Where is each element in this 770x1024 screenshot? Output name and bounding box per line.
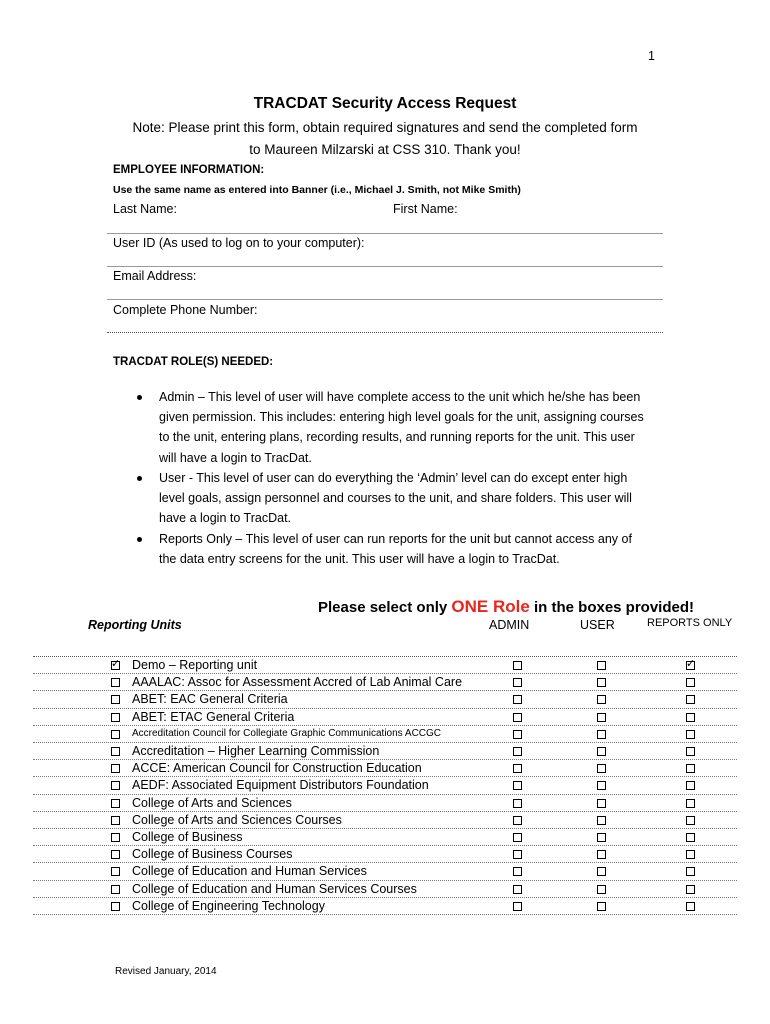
unit-checkbox[interactable] bbox=[111, 781, 120, 790]
user-checkbox[interactable] bbox=[597, 661, 606, 670]
table-row bbox=[0, 726, 770, 743]
unit-label: Accreditation Council for Collegiate Graphic Communications ACCGC bbox=[132, 727, 442, 739]
unit-label: Demo – Reporting unit bbox=[132, 658, 258, 672]
admin-checkbox[interactable] bbox=[513, 730, 522, 739]
unit-label: ACCE: American Council for Construction Education bbox=[132, 761, 422, 776]
table-row bbox=[0, 777, 770, 794]
table-row bbox=[0, 709, 770, 726]
reports-only-checkbox[interactable] bbox=[686, 799, 695, 808]
last-name-label: Last Name: bbox=[113, 202, 177, 216]
bullet-icon bbox=[137, 395, 142, 400]
user-checkbox[interactable] bbox=[597, 678, 606, 687]
admin-checkbox[interactable] bbox=[513, 816, 522, 825]
admin-checkbox[interactable] bbox=[513, 713, 522, 722]
unit-checkbox[interactable] bbox=[111, 885, 120, 894]
reports-only-checkbox[interactable] bbox=[686, 730, 695, 739]
admin-line: Admin – This level of user will have complete access to the unit which he/she has been bbox=[159, 390, 641, 404]
admin-checkbox[interactable] bbox=[513, 764, 522, 773]
table-row bbox=[0, 795, 770, 812]
reports-only-checkbox[interactable] bbox=[686, 678, 695, 687]
name-field-line[interactable] bbox=[107, 233, 663, 234]
admin-line: given permission. This includes: entering high level goals for the unit, assigning courses bbox=[159, 410, 644, 425]
table-row bbox=[0, 881, 770, 898]
reports-only-checkbox[interactable] bbox=[686, 747, 695, 756]
phone-field-line[interactable] bbox=[107, 332, 663, 333]
unit-label: ABET: ETAC General Criteria bbox=[132, 709, 295, 724]
reports-only-checkbox[interactable] bbox=[686, 833, 695, 842]
select-one-role-instruction bbox=[318, 597, 694, 617]
user-checkbox[interactable] bbox=[597, 695, 606, 704]
reports-only-checkbox[interactable] bbox=[686, 713, 695, 722]
reports-only-checkbox[interactable] bbox=[686, 781, 695, 790]
unit-label: College of Business Courses bbox=[132, 847, 293, 862]
admin-checkbox[interactable] bbox=[513, 661, 522, 670]
table-row bbox=[0, 812, 770, 829]
phone-label: Complete Phone Number: bbox=[113, 303, 258, 317]
user-checkbox[interactable] bbox=[597, 816, 606, 825]
unit-checkbox[interactable] bbox=[111, 850, 120, 859]
unit-checkbox[interactable] bbox=[111, 799, 120, 808]
unit-checkbox[interactable] bbox=[111, 661, 120, 670]
roles-heading: TRACDAT ROLE(S) NEEDED: bbox=[113, 356, 274, 368]
employee-info-heading: EMPLOYEE INFORMATION: bbox=[113, 164, 265, 176]
user-id-field-line[interactable] bbox=[107, 266, 663, 267]
user-checkbox[interactable] bbox=[597, 713, 606, 722]
unit-label: College of Business bbox=[132, 830, 243, 844]
reports-only-checkbox[interactable] bbox=[686, 902, 695, 911]
admin-column-header: ADMIN bbox=[489, 618, 530, 632]
unit-checkbox[interactable] bbox=[111, 747, 120, 756]
user-checkbox[interactable] bbox=[597, 799, 606, 808]
page-number: 1 bbox=[648, 49, 655, 63]
unit-checkbox[interactable] bbox=[111, 713, 120, 722]
admin-checkbox[interactable] bbox=[513, 850, 522, 859]
reports-only-checkbox[interactable] bbox=[686, 885, 695, 894]
select-prefix: Please select only bbox=[318, 599, 452, 616]
table-row bbox=[0, 674, 770, 691]
table-row bbox=[0, 743, 770, 760]
select-emphasis: ONE Role bbox=[451, 597, 530, 616]
unit-label: ABET: EAC General Criteria bbox=[132, 692, 288, 707]
user-checkbox[interactable] bbox=[597, 885, 606, 894]
admin-line: to the unit, entering plans, recording results, and running reports for the unit. This user bbox=[159, 430, 635, 445]
reports-only-text: REPORTS ONLY bbox=[647, 617, 733, 629]
reports-role-description bbox=[159, 529, 632, 569]
table-row bbox=[0, 846, 770, 863]
unit-checkbox[interactable] bbox=[111, 695, 120, 704]
reports-only-checkbox[interactable] bbox=[686, 695, 695, 704]
user-checkbox[interactable] bbox=[597, 747, 606, 756]
row-divider bbox=[33, 914, 737, 915]
admin-checkbox[interactable] bbox=[513, 695, 522, 704]
unit-checkbox[interactable] bbox=[111, 816, 120, 825]
admin-checkbox[interactable] bbox=[513, 747, 522, 756]
first-name-label: First Name: bbox=[393, 202, 458, 216]
admin-checkbox[interactable] bbox=[513, 799, 522, 808]
table-row bbox=[0, 691, 770, 708]
email-label: Email Address: bbox=[113, 269, 197, 283]
revision-footer: Revised January, 2014 bbox=[115, 966, 217, 977]
unit-label: College of Engineering Technology bbox=[132, 898, 325, 913]
unit-checkbox[interactable] bbox=[111, 678, 120, 687]
note-line-1: Note: Please print this form, obtain required signatures and send the completed form bbox=[132, 120, 638, 135]
unit-checkbox[interactable] bbox=[111, 833, 120, 842]
reports-only-checkbox[interactable] bbox=[686, 816, 695, 825]
user-checkbox[interactable] bbox=[597, 867, 606, 876]
user-checkbox[interactable] bbox=[597, 730, 606, 739]
user-column-header: USER bbox=[580, 618, 615, 632]
admin-role-description bbox=[159, 387, 644, 468]
unit-label: College of Education and Human Services bbox=[132, 864, 367, 879]
user-line: level goals, assign personnel and courses to the unit, and share folders. This user will bbox=[159, 491, 632, 506]
reports-only-checkbox[interactable] bbox=[686, 850, 695, 859]
reports-line: Reports Only – This level of user can run reports for the unit but cannot access any of bbox=[159, 532, 632, 546]
admin-checkbox[interactable] bbox=[513, 885, 522, 894]
admin-checkbox[interactable] bbox=[513, 678, 522, 687]
user-id-label: User ID (As used to log on to your computer): bbox=[113, 236, 365, 250]
table-row bbox=[0, 657, 770, 674]
table-row bbox=[0, 863, 770, 880]
user-role-description bbox=[159, 468, 632, 529]
admin-checkbox[interactable] bbox=[513, 867, 522, 876]
admin-checkbox[interactable] bbox=[513, 902, 522, 911]
user-line: User - This level of user can do everything the ‘Admin’ level can do except enter high bbox=[159, 471, 628, 485]
bullet-icon bbox=[137, 537, 142, 542]
user-checkbox[interactable] bbox=[597, 850, 606, 859]
reports-only-checkbox[interactable] bbox=[686, 661, 695, 670]
user-checkbox[interactable] bbox=[597, 764, 606, 773]
unit-label: College of Arts and Sciences bbox=[132, 795, 292, 810]
unit-label: AEDF: Associated Equipment Distributors Foundation bbox=[132, 778, 429, 793]
admin-line: will have a login to TracDat. bbox=[159, 450, 312, 465]
reports-only-checkbox[interactable] bbox=[686, 764, 695, 773]
reports-line: the data entry screens for the unit. This user will have a login to TracDat. bbox=[159, 552, 560, 567]
select-suffix: in the boxes provided! bbox=[529, 599, 695, 616]
unit-checkbox[interactable] bbox=[111, 730, 120, 739]
reports-only-column-header bbox=[647, 617, 732, 629]
unit-label: College of Education and Human Services Courses bbox=[132, 881, 417, 896]
bullet-icon bbox=[137, 476, 142, 481]
banner-name-instruction: Use the same name as entered into Banner (i.e., Michael J. Smith, not Mike Smith) bbox=[113, 184, 521, 196]
unit-label: Accreditation – Higher Learning Commission bbox=[132, 744, 380, 758]
unit-checkbox[interactable] bbox=[111, 764, 120, 773]
user-checkbox[interactable] bbox=[597, 781, 606, 790]
table-row bbox=[0, 760, 770, 777]
reports-only-checkbox[interactable] bbox=[686, 867, 695, 876]
admin-checkbox[interactable] bbox=[513, 833, 522, 842]
form-title: TRACDAT Security Access Request bbox=[253, 95, 517, 112]
table-row bbox=[0, 829, 770, 846]
unit-label: College of Arts and Sciences Courses bbox=[132, 812, 342, 827]
unit-label: AAALAC: Assoc for Assessment Accred of Lab Animal Care bbox=[132, 675, 463, 690]
note-line-2: to Maureen Milzarski at CSS 310. Thank you! bbox=[249, 142, 521, 157]
user-line: have a login to TracDat. bbox=[159, 511, 292, 526]
user-checkbox[interactable] bbox=[597, 902, 606, 911]
unit-checkbox[interactable] bbox=[111, 902, 120, 911]
unit-checkbox[interactable] bbox=[111, 867, 120, 876]
reporting-units-header: Reporting Units bbox=[88, 618, 182, 632]
table-row bbox=[0, 898, 770, 915]
user-checkbox[interactable] bbox=[597, 833, 606, 842]
admin-checkbox[interactable] bbox=[513, 781, 522, 790]
email-field-line[interactable] bbox=[107, 299, 663, 300]
